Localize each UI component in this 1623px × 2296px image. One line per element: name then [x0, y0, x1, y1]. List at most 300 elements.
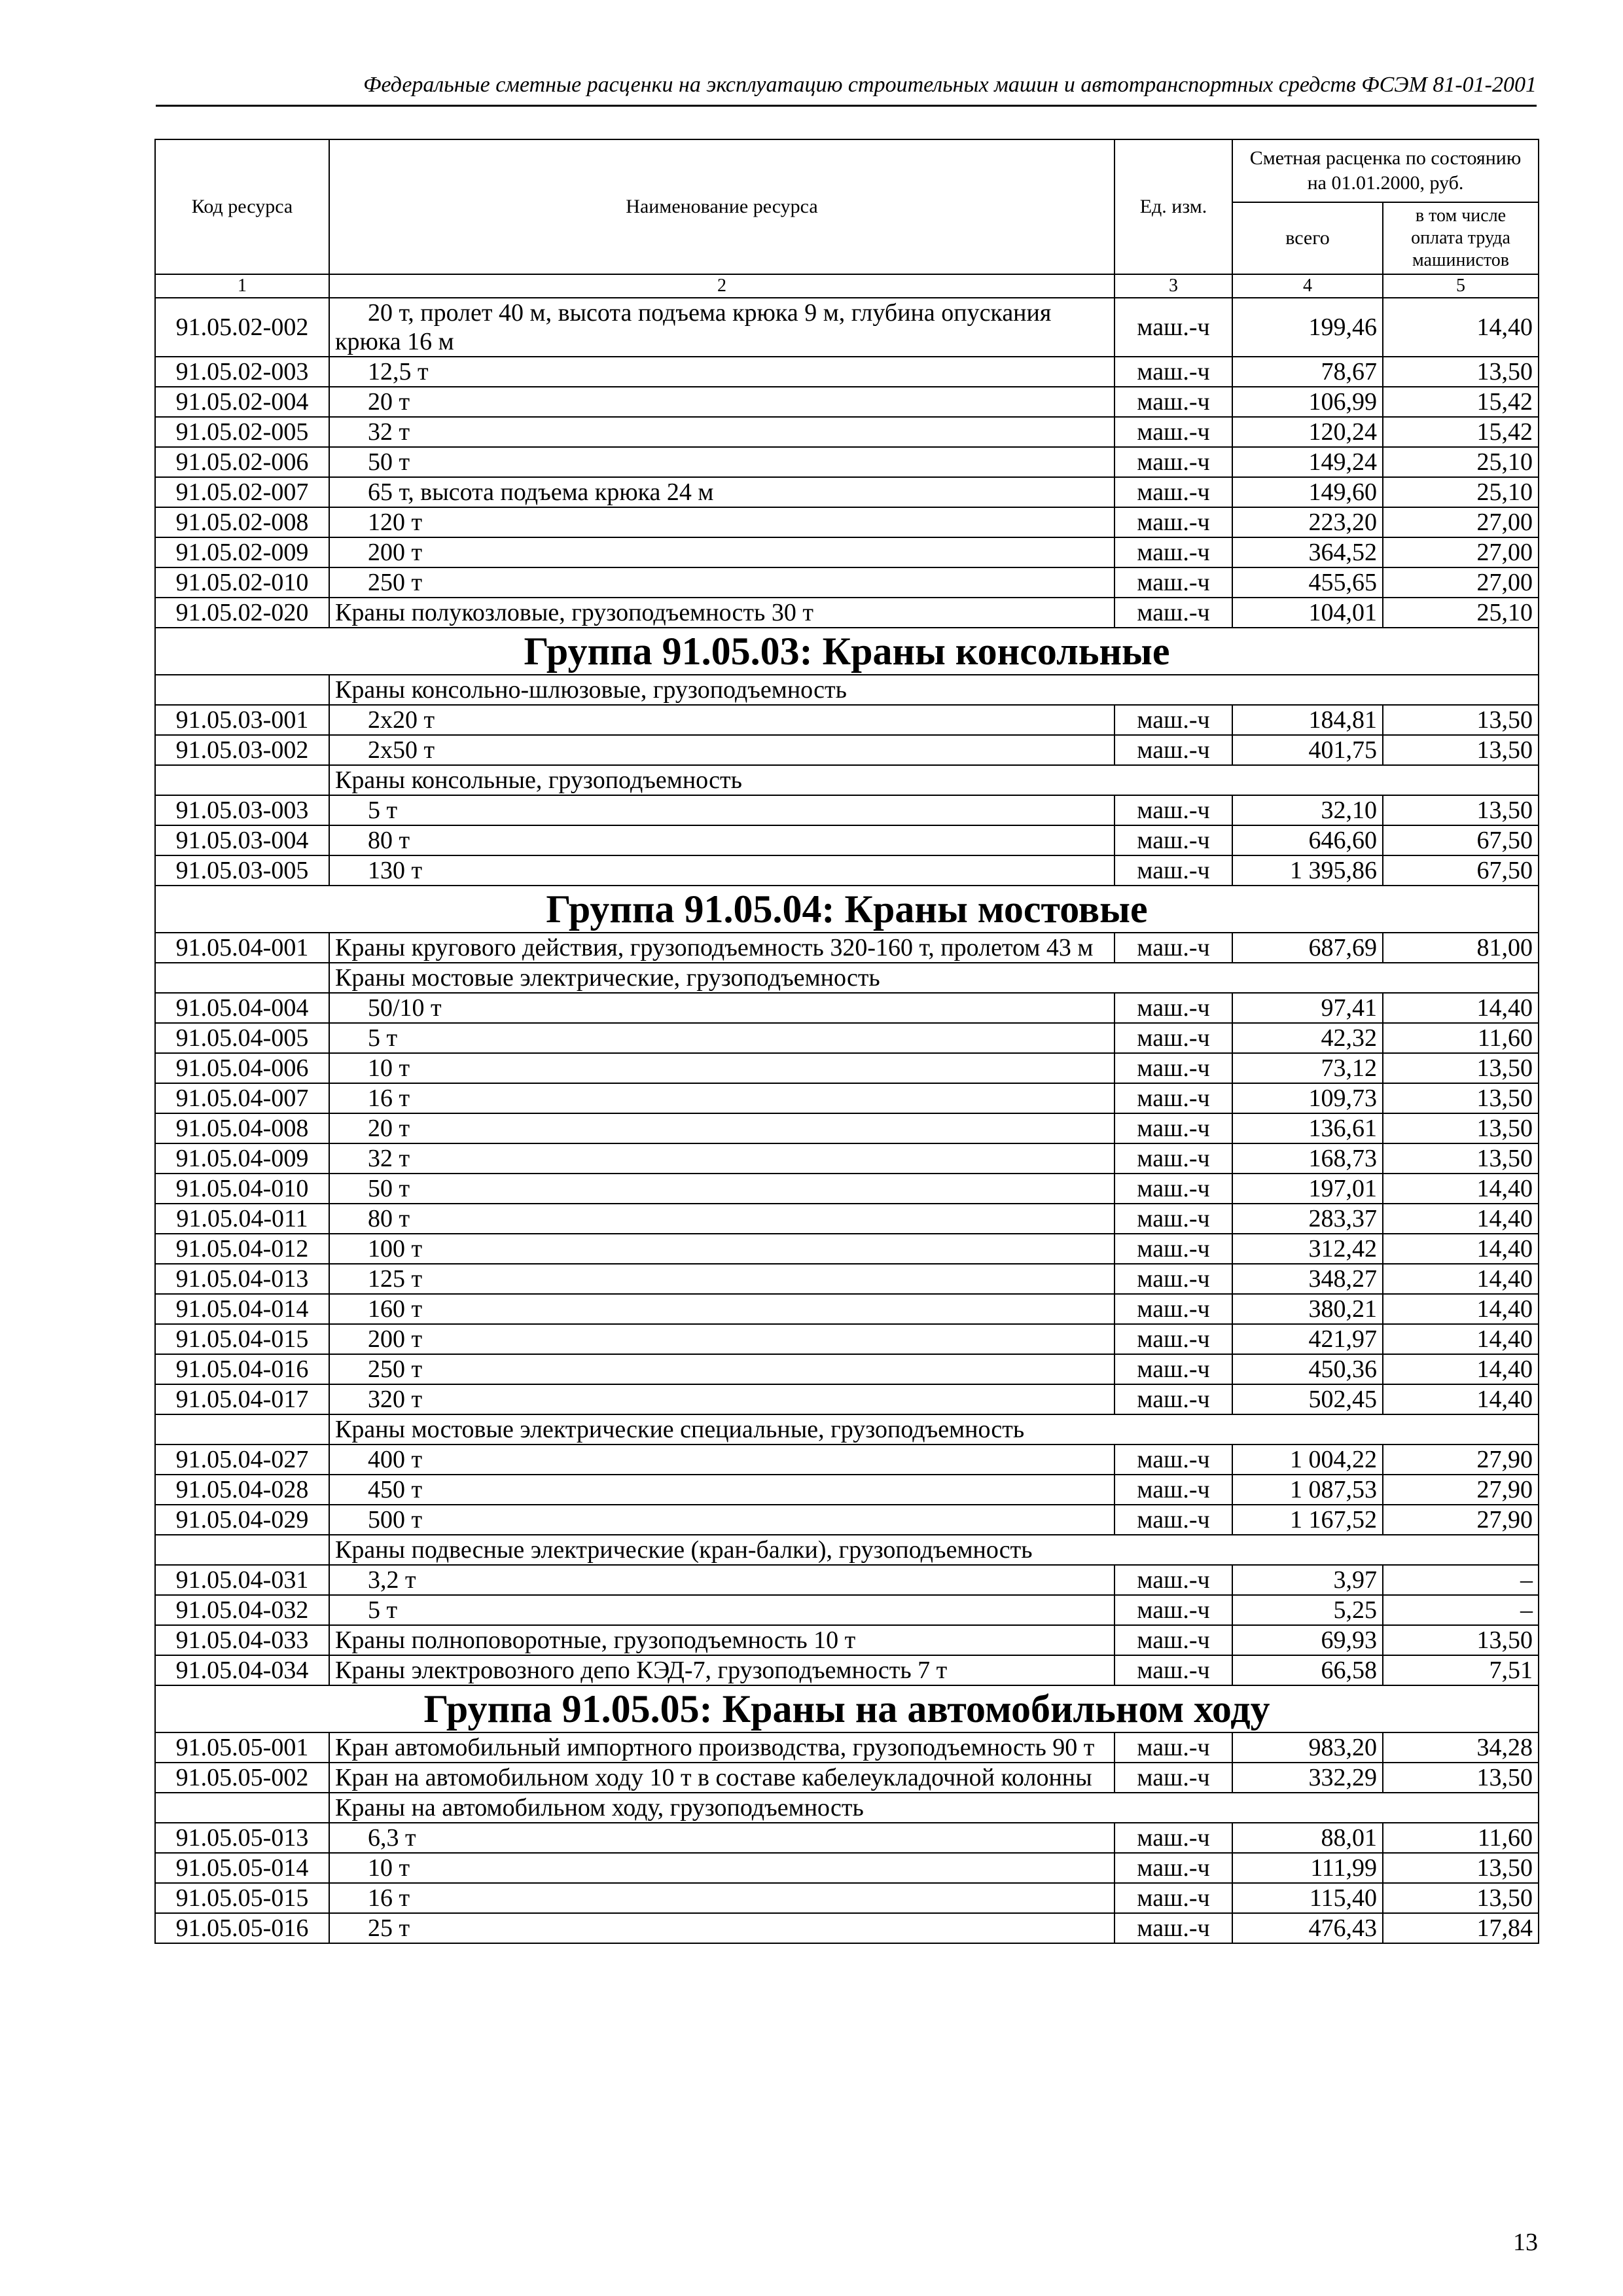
rate-total: 42,32: [1232, 1023, 1383, 1053]
column-number: 5: [1383, 274, 1539, 298]
rate-labor: 13,50: [1383, 705, 1539, 735]
unit-of-measure: маш.-ч: [1115, 1174, 1232, 1204]
section-code-cell: [155, 675, 329, 705]
resource-name: 25 т: [329, 1913, 1115, 1943]
unit-of-measure: маш.-ч: [1115, 507, 1232, 537]
rate-total: 136,61: [1232, 1113, 1383, 1143]
table-row: [155, 1444, 1539, 1475]
rate-labor: 67,50: [1383, 825, 1539, 855]
rate-labor: 7,51: [1383, 1655, 1539, 1685]
unit-of-measure: маш.-ч: [1115, 1083, 1232, 1113]
unit-of-measure: маш.-ч: [1115, 1023, 1232, 1053]
unit-of-measure: маш.-ч: [1115, 598, 1232, 628]
rate-total: 199,46: [1232, 298, 1383, 357]
resource-code: 91.05.04-010: [155, 1174, 329, 1204]
table-row: [155, 1113, 1539, 1143]
section-code-cell: [155, 1535, 329, 1565]
section-heading: Краны консольные, грузоподъемность: [329, 765, 1539, 795]
table-row: [155, 1174, 1539, 1204]
resource-code: 91.05.04-031: [155, 1565, 329, 1595]
rate-total: 111,99: [1232, 1853, 1383, 1883]
resource-code: 91.05.04-034: [155, 1655, 329, 1685]
unit-of-measure: маш.-ч: [1115, 1913, 1232, 1943]
table-row: [155, 1053, 1539, 1083]
unit-of-measure: маш.-ч: [1115, 1732, 1232, 1763]
table-row: [155, 357, 1539, 387]
resource-code: 91.05.04-013: [155, 1264, 329, 1294]
resource-code: 91.05.02-008: [155, 507, 329, 537]
unit-of-measure: маш.-ч: [1115, 1505, 1232, 1535]
rates-table-body: [155, 139, 1539, 1943]
unit-of-measure: маш.-ч: [1115, 1565, 1232, 1595]
table-row: [155, 1264, 1539, 1294]
rate-total: 687,69: [1232, 933, 1383, 963]
rate-labor: 13,50: [1383, 795, 1539, 825]
unit-of-measure: маш.-ч: [1115, 1204, 1232, 1234]
rate-labor: 13,50: [1383, 1853, 1539, 1883]
resource-code: 91.05.02-004: [155, 387, 329, 417]
header-rule: [156, 105, 1537, 107]
rate-total: 115,40: [1232, 1883, 1383, 1913]
resource-name: 130 т: [329, 855, 1115, 886]
unit-of-measure: маш.-ч: [1115, 993, 1232, 1023]
resource-name: 2х50 т: [329, 735, 1115, 765]
rate-total: 401,75: [1232, 735, 1383, 765]
resource-code: 91.05.04-029: [155, 1505, 329, 1535]
table-row: [155, 1234, 1539, 1264]
resource-code: 91.05.04-032: [155, 1595, 329, 1625]
rate-labor: 13,50: [1383, 1763, 1539, 1793]
rate-labor: 14,40: [1383, 1294, 1539, 1324]
resource-name: 2х20 т: [329, 705, 1115, 735]
resource-code: 91.05.02-009: [155, 537, 329, 567]
resource-code: 91.05.03-003: [155, 795, 329, 825]
column-number: 1: [155, 274, 329, 298]
rate-labor: 13,50: [1383, 1053, 1539, 1083]
rate-total: 983,20: [1232, 1732, 1383, 1763]
rate-total: 149,60: [1232, 477, 1383, 507]
rate-labor: –: [1383, 1595, 1539, 1625]
table-row: [155, 1732, 1539, 1763]
unit-of-measure: маш.-ч: [1115, 1384, 1232, 1414]
rate-total: 78,67: [1232, 357, 1383, 387]
rate-labor: 81,00: [1383, 933, 1539, 963]
table-row: [155, 1883, 1539, 1913]
unit-of-measure: маш.-ч: [1115, 1354, 1232, 1384]
rate-total: 348,27: [1232, 1264, 1383, 1294]
table-row: [155, 1763, 1539, 1793]
rate-labor: 27,00: [1383, 507, 1539, 537]
rate-labor: 13,50: [1383, 1625, 1539, 1655]
resource-code: 91.05.02-020: [155, 598, 329, 628]
unit-of-measure: маш.-ч: [1115, 795, 1232, 825]
col-header-rate-group: Сметная расценка по состоянию на 01.01.2000, руб.: [1232, 139, 1539, 202]
resource-name: 16 т: [329, 1083, 1115, 1113]
section-heading-row: [155, 1535, 1539, 1565]
section-heading-row: [155, 963, 1539, 993]
resource-code: 91.05.03-005: [155, 855, 329, 886]
group-heading-row: [155, 886, 1539, 933]
rate-labor: 11,60: [1383, 1023, 1539, 1053]
rate-total: 455,65: [1232, 567, 1383, 598]
table-row: [155, 993, 1539, 1023]
rate-labor: 13,50: [1383, 1883, 1539, 1913]
rate-total: 476,43: [1232, 1913, 1383, 1943]
resource-code: 91.05.04-001: [155, 933, 329, 963]
col-header-name: Наименование ресурса: [329, 139, 1115, 274]
rate-labor: 14,40: [1383, 1324, 1539, 1354]
section-heading: Краны мостовые электрические, грузоподъемность: [329, 963, 1539, 993]
rate-labor: 27,90: [1383, 1475, 1539, 1505]
unit-of-measure: маш.-ч: [1115, 1324, 1232, 1354]
resource-name: 20 т, пролет 40 м, высота подъема крюка 9 м, глубина опускания крюка 16 м: [329, 298, 1115, 357]
rate-labor: 14,40: [1383, 1234, 1539, 1264]
table-row: [155, 1565, 1539, 1595]
resource-name: 50 т: [329, 1174, 1115, 1204]
unit-of-measure: маш.-ч: [1115, 1444, 1232, 1475]
unit-of-measure: маш.-ч: [1115, 735, 1232, 765]
rate-total: 104,01: [1232, 598, 1383, 628]
resource-code: 91.05.04-006: [155, 1053, 329, 1083]
col-header-labor: в том числе оплата труда машинистов: [1383, 202, 1539, 274]
resource-name: 6,3 т: [329, 1823, 1115, 1853]
resource-code: 91.05.05-002: [155, 1763, 329, 1793]
resource-code: 91.05.04-017: [155, 1384, 329, 1414]
rate-total: 332,29: [1232, 1763, 1383, 1793]
resource-code: 91.05.03-004: [155, 825, 329, 855]
resource-code: 91.05.02-007: [155, 477, 329, 507]
section-code-cell: [155, 1414, 329, 1444]
rate-total: 69,93: [1232, 1625, 1383, 1655]
col-header-unit: Ед. изм.: [1115, 139, 1232, 274]
resource-code: 91.05.04-016: [155, 1354, 329, 1384]
rate-labor: 14,40: [1383, 1264, 1539, 1294]
resource-name: 3,2 т: [329, 1565, 1115, 1595]
section-code-cell: [155, 1793, 329, 1823]
unit-of-measure: маш.-ч: [1115, 447, 1232, 477]
resource-name: 250 т: [329, 567, 1115, 598]
table-row: [155, 567, 1539, 598]
rate-labor: 25,10: [1383, 598, 1539, 628]
table-row: [155, 1384, 1539, 1414]
rate-total: 1 004,22: [1232, 1444, 1383, 1475]
rate-labor: 14,40: [1383, 993, 1539, 1023]
resource-code: 91.05.04-004: [155, 993, 329, 1023]
rate-total: 149,24: [1232, 447, 1383, 477]
rate-labor: 27,00: [1383, 537, 1539, 567]
group-heading-row: [155, 1685, 1539, 1732]
table-row: [155, 1294, 1539, 1324]
resource-name: 400 т: [329, 1444, 1115, 1475]
group-heading: Группа 91.05.03: Краны консольные: [155, 628, 1539, 675]
unit-of-measure: маш.-ч: [1115, 1294, 1232, 1324]
resource-code: 91.05.04-009: [155, 1143, 329, 1174]
rate-labor: 13,50: [1383, 1083, 1539, 1113]
table-row: [155, 1475, 1539, 1505]
unit-of-measure: маш.-ч: [1115, 1883, 1232, 1913]
resource-code: 91.05.04-007: [155, 1083, 329, 1113]
resource-code: 91.05.02-006: [155, 447, 329, 477]
resource-code: 91.05.02-005: [155, 417, 329, 447]
resource-name: 50 т: [329, 447, 1115, 477]
unit-of-measure: маш.-ч: [1115, 933, 1232, 963]
rate-labor: 15,42: [1383, 417, 1539, 447]
resource-code: 91.05.04-012: [155, 1234, 329, 1264]
unit-of-measure: маш.-ч: [1115, 1234, 1232, 1264]
rate-total: 168,73: [1232, 1143, 1383, 1174]
rate-total: 283,37: [1232, 1204, 1383, 1234]
table-row: [155, 933, 1539, 963]
rate-labor: 11,60: [1383, 1823, 1539, 1853]
col-header-code: Код ресурса: [155, 139, 329, 274]
unit-of-measure: маш.-ч: [1115, 825, 1232, 855]
section-heading-row: [155, 1793, 1539, 1823]
table-row: [155, 1853, 1539, 1883]
section-code-cell: [155, 963, 329, 993]
rate-labor: 14,40: [1383, 298, 1539, 357]
resource-name: 10 т: [329, 1853, 1115, 1883]
unit-of-measure: маш.-ч: [1115, 1264, 1232, 1294]
table-row: [155, 1143, 1539, 1174]
rate-labor: 13,50: [1383, 1143, 1539, 1174]
rate-total: 120,24: [1232, 417, 1383, 447]
table-row: [155, 447, 1539, 477]
section-code-cell: [155, 765, 329, 795]
unit-of-measure: маш.-ч: [1115, 298, 1232, 357]
section-heading-row: [155, 675, 1539, 705]
rate-labor: 27,00: [1383, 567, 1539, 598]
table-row: [155, 1505, 1539, 1535]
table-row: [155, 855, 1539, 886]
rate-labor: 14,40: [1383, 1354, 1539, 1384]
rate-labor: 14,40: [1383, 1384, 1539, 1414]
section-heading-row: [155, 765, 1539, 795]
rate-labor: 14,40: [1383, 1174, 1539, 1204]
rate-total: 380,21: [1232, 1294, 1383, 1324]
unit-of-measure: маш.-ч: [1115, 417, 1232, 447]
table-row: [155, 598, 1539, 628]
rate-total: 97,41: [1232, 993, 1383, 1023]
rate-total: 106,99: [1232, 387, 1383, 417]
resource-code: 91.05.04-015: [155, 1324, 329, 1354]
resource-name: 200 т: [329, 1324, 1115, 1354]
page-number: 13: [1513, 2229, 1538, 2256]
resource-code: 91.05.05-014: [155, 1853, 329, 1883]
resource-code: 91.05.02-002: [155, 298, 329, 357]
unit-of-measure: маш.-ч: [1115, 1823, 1232, 1853]
table-row: [155, 507, 1539, 537]
page-header-title: Федеральные сметные расценки на эксплуатацию строительных машин и автотранспортных средств ФСЭМ 81-01-2001: [363, 73, 1537, 97]
rate-total: 73,12: [1232, 1053, 1383, 1083]
resource-name: 250 т: [329, 1354, 1115, 1384]
rate-total: 5,25: [1232, 1595, 1383, 1625]
rate-labor: 14,40: [1383, 1204, 1539, 1234]
table-row: [155, 1625, 1539, 1655]
resource-name: Кран на автомобильном ходу 10 т в составе кабелеукладочной колонны: [329, 1763, 1115, 1793]
rate-total: 3,97: [1232, 1565, 1383, 1595]
resource-name: 450 т: [329, 1475, 1115, 1505]
rate-total: 197,01: [1232, 1174, 1383, 1204]
resource-name: 125 т: [329, 1264, 1115, 1294]
resource-code: 91.05.05-001: [155, 1732, 329, 1763]
resource-code: 91.05.04-011: [155, 1204, 329, 1234]
section-heading: Краны подвесные электрические (кран-балки), грузоподъемность: [329, 1535, 1539, 1565]
resource-name: 160 т: [329, 1294, 1115, 1324]
table-row: [155, 387, 1539, 417]
group-heading: Группа 91.05.05: Краны на автомобильном ходу: [155, 1685, 1539, 1732]
resource-name: 100 т: [329, 1234, 1115, 1264]
resource-name: 200 т: [329, 537, 1115, 567]
resource-code: 91.05.04-005: [155, 1023, 329, 1053]
section-heading-row: [155, 1414, 1539, 1444]
unit-of-measure: маш.-ч: [1115, 1143, 1232, 1174]
resource-name: 500 т: [329, 1505, 1115, 1535]
rate-labor: 13,50: [1383, 1113, 1539, 1143]
resource-name: 80 т: [329, 1204, 1115, 1234]
rate-labor: 67,50: [1383, 855, 1539, 886]
unit-of-measure: маш.-ч: [1115, 1625, 1232, 1655]
resource-code: 91.05.02-010: [155, 567, 329, 598]
table-row: [155, 1204, 1539, 1234]
resource-name: 10 т: [329, 1053, 1115, 1083]
resource-name: Кран автомобильный импортного производства, грузоподъемность 90 т: [329, 1732, 1115, 1763]
unit-of-measure: маш.-ч: [1115, 567, 1232, 598]
resource-name: 5 т: [329, 795, 1115, 825]
resource-code: 91.05.05-015: [155, 1883, 329, 1913]
group-heading-row: [155, 628, 1539, 675]
rate-total: 1 087,53: [1232, 1475, 1383, 1505]
rate-labor: 25,10: [1383, 477, 1539, 507]
rate-labor: –: [1383, 1565, 1539, 1595]
resource-name: 5 т: [329, 1595, 1115, 1625]
resource-name: Краны электровозного депо КЭД-7, грузоподъемность 7 т: [329, 1655, 1115, 1685]
rate-total: 109,73: [1232, 1083, 1383, 1113]
resource-name: 80 т: [329, 825, 1115, 855]
resource-name: 120 т: [329, 507, 1115, 537]
unit-of-measure: маш.-ч: [1115, 1853, 1232, 1883]
table-row: [155, 825, 1539, 855]
table-row: [155, 1354, 1539, 1384]
resource-name: Краны полноповоротные, грузоподъемность 10 т: [329, 1625, 1115, 1655]
rate-labor: 34,28: [1383, 1732, 1539, 1763]
rate-total: 646,60: [1232, 825, 1383, 855]
resource-code: 91.05.04-014: [155, 1294, 329, 1324]
table-row: [155, 735, 1539, 765]
section-heading: Краны консольно-шлюзовые, грузоподъемность: [329, 675, 1539, 705]
column-number-row: [155, 274, 1539, 298]
table-row: [155, 477, 1539, 507]
rate-labor: 27,90: [1383, 1444, 1539, 1475]
table-row: [155, 298, 1539, 357]
unit-of-measure: маш.-ч: [1115, 387, 1232, 417]
resource-code: 91.05.05-013: [155, 1823, 329, 1853]
rate-total: 223,20: [1232, 507, 1383, 537]
unit-of-measure: маш.-ч: [1115, 1595, 1232, 1625]
group-heading: Группа 91.05.04: Краны мостовые: [155, 886, 1539, 933]
resource-name: 20 т: [329, 387, 1115, 417]
resource-code: 91.05.05-016: [155, 1913, 329, 1943]
table-row: [155, 1823, 1539, 1853]
rate-total: 312,42: [1232, 1234, 1383, 1264]
resource-name: 32 т: [329, 1143, 1115, 1174]
table-row: [155, 1655, 1539, 1685]
resource-name: Краны полукозловые, грузоподъемность 30 т: [329, 598, 1115, 628]
rates-table: [154, 139, 1539, 1944]
resource-name: 32 т: [329, 417, 1115, 447]
rate-total: 184,81: [1232, 705, 1383, 735]
resource-name: 5 т: [329, 1023, 1115, 1053]
resource-name: Краны кругового действия, грузоподъемность 320-160 т, пролетом 43 м: [329, 933, 1115, 963]
rate-total: 66,58: [1232, 1655, 1383, 1685]
resource-name: 12,5 т: [329, 357, 1115, 387]
rate-labor: 27,90: [1383, 1505, 1539, 1535]
section-heading: Краны мостовые электрические специальные, грузоподъемность: [329, 1414, 1539, 1444]
unit-of-measure: маш.-ч: [1115, 1475, 1232, 1505]
table-row: [155, 1023, 1539, 1053]
rate-total: 421,97: [1232, 1324, 1383, 1354]
resource-code: 91.05.04-028: [155, 1475, 329, 1505]
column-number: 2: [329, 274, 1115, 298]
rate-labor: 17,84: [1383, 1913, 1539, 1943]
resource-code: 91.05.04-027: [155, 1444, 329, 1475]
rate-labor: 25,10: [1383, 447, 1539, 477]
resource-code: 91.05.03-002: [155, 735, 329, 765]
unit-of-measure: маш.-ч: [1115, 705, 1232, 735]
table-row: [155, 705, 1539, 735]
unit-of-measure: маш.-ч: [1115, 1113, 1232, 1143]
resource-name: 20 т: [329, 1113, 1115, 1143]
unit-of-measure: маш.-ч: [1115, 1763, 1232, 1793]
resource-name: 320 т: [329, 1384, 1115, 1414]
table-row: [155, 1324, 1539, 1354]
col-header-total: всего: [1232, 202, 1383, 274]
resource-code: 91.05.03-001: [155, 705, 329, 735]
table-header-row: [155, 139, 1539, 202]
unit-of-measure: маш.-ч: [1115, 855, 1232, 886]
table-row: [155, 537, 1539, 567]
resource-code: 91.05.02-003: [155, 357, 329, 387]
table-row: [155, 417, 1539, 447]
unit-of-measure: маш.-ч: [1115, 537, 1232, 567]
unit-of-measure: маш.-ч: [1115, 357, 1232, 387]
rate-total: 88,01: [1232, 1823, 1383, 1853]
rate-labor: 13,50: [1383, 357, 1539, 387]
unit-of-measure: маш.-ч: [1115, 1655, 1232, 1685]
table-row: [155, 1083, 1539, 1113]
rate-total: 502,45: [1232, 1384, 1383, 1414]
rate-total: 364,52: [1232, 537, 1383, 567]
rate-labor: 13,50: [1383, 735, 1539, 765]
column-number: 3: [1115, 274, 1232, 298]
table-row: [155, 1913, 1539, 1943]
rate-labor: 15,42: [1383, 387, 1539, 417]
section-heading: Краны на автомобильном ходу, грузоподъемность: [329, 1793, 1539, 1823]
resource-code: 91.05.04-008: [155, 1113, 329, 1143]
resource-name: 65 т, высота подъема крюка 24 м: [329, 477, 1115, 507]
unit-of-measure: маш.-ч: [1115, 477, 1232, 507]
resource-code: 91.05.04-033: [155, 1625, 329, 1655]
table-row: [155, 795, 1539, 825]
table-row: [155, 1595, 1539, 1625]
rate-total: 32,10: [1232, 795, 1383, 825]
column-number: 4: [1232, 274, 1383, 298]
rate-total: 1 395,86: [1232, 855, 1383, 886]
unit-of-measure: маш.-ч: [1115, 1053, 1232, 1083]
rate-total: 1 167,52: [1232, 1505, 1383, 1535]
resource-name: 16 т: [329, 1883, 1115, 1913]
rate-total: 450,36: [1232, 1354, 1383, 1384]
resource-name: 50/10 т: [329, 993, 1115, 1023]
